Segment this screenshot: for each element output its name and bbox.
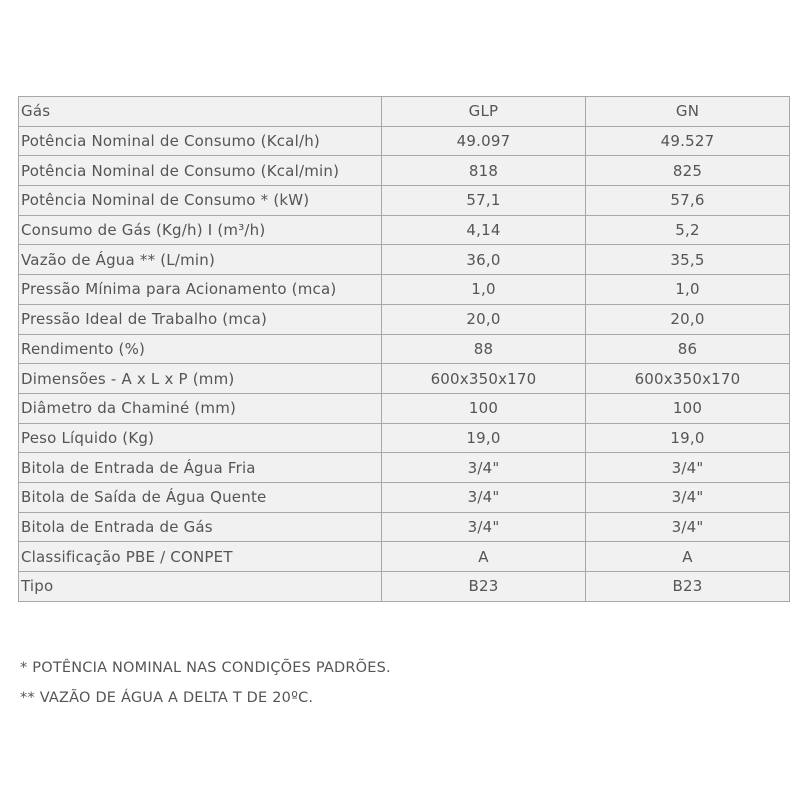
row-label: Rendimento (%) (19, 334, 382, 364)
gn-value: 600x350x170 (586, 364, 790, 394)
glp-value: 88 (382, 334, 586, 364)
glp-value: 36,0 (382, 245, 586, 275)
table-row (19, 572, 790, 602)
row-label: Vazão de Água ** (L/min) (19, 245, 382, 275)
row-label: Bitola de Entrada de Água Fria (19, 453, 382, 483)
row-label: Classificação PBE / CONPET (19, 542, 382, 572)
glp-value: 600x350x170 (382, 364, 586, 394)
row-label: Tipo (19, 572, 382, 602)
row-label: Pressão Ideal de Trabalho (mca) (19, 304, 382, 334)
gn-value: 5,2 (586, 215, 790, 245)
gn-value: GN (586, 97, 790, 127)
table-row (19, 512, 790, 542)
table-row (19, 364, 790, 394)
table-row (19, 482, 790, 512)
table-row-gas (19, 97, 790, 127)
table-row (19, 334, 790, 364)
glp-value: 3/4" (382, 453, 586, 483)
table-row (19, 304, 790, 334)
glp-value: 818 (382, 156, 586, 186)
table-row (19, 126, 790, 156)
gn-value: 3/4" (586, 512, 790, 542)
footnote-water-flow: ** VAZÃO DE ÁGUA A DELTA T DE 20ºC. (20, 690, 314, 706)
row-label: Consumo de Gás (Kg/h) I (m³/h) (19, 215, 382, 245)
gn-value: A (586, 542, 790, 572)
row-label: Diâmetro da Chaminé (mm) (19, 393, 382, 423)
row-label: Potência Nominal de Consumo (Kcal/min) (19, 156, 382, 186)
table-row (19, 393, 790, 423)
glp-value: 100 (382, 393, 586, 423)
gn-value: 3/4" (586, 453, 790, 483)
glp-value: GLP (382, 97, 586, 127)
spec-table (18, 96, 790, 602)
row-label: Potência Nominal de Consumo * (kW) (19, 186, 382, 216)
gn-value: B23 (586, 572, 790, 602)
row-label: Gás (19, 97, 382, 127)
gn-value: 57,6 (586, 186, 790, 216)
glp-value: A (382, 542, 586, 572)
footnote-power: * POTÊNCIA NOMINAL NAS CONDIÇÕES PADRÕES. (20, 660, 391, 676)
gn-value: 49.527 (586, 126, 790, 156)
glp-value: 20,0 (382, 304, 586, 334)
gn-value: 3/4" (586, 482, 790, 512)
gn-value: 20,0 (586, 304, 790, 334)
glp-value: 4,14 (382, 215, 586, 245)
table-row (19, 423, 790, 453)
gn-value: 35,5 (586, 245, 790, 275)
glp-value: 3/4" (382, 512, 586, 542)
table-row (19, 245, 790, 275)
gn-value: 19,0 (586, 423, 790, 453)
table-row (19, 453, 790, 483)
glp-value: 1,0 (382, 275, 586, 305)
row-label: Potência Nominal de Consumo (Kcal/h) (19, 126, 382, 156)
table-row (19, 186, 790, 216)
row-label: Pressão Mínima para Acionamento (mca) (19, 275, 382, 305)
glp-value: B23 (382, 572, 586, 602)
table-row (19, 542, 790, 572)
row-label: Dimensões - A x L x P (mm) (19, 364, 382, 394)
glp-value: 49.097 (382, 126, 586, 156)
glp-value: 3/4" (382, 482, 586, 512)
row-label: Bitola de Entrada de Gás (19, 512, 382, 542)
row-label: Bitola de Saída de Água Quente (19, 482, 382, 512)
glp-value: 57,1 (382, 186, 586, 216)
gn-value: 100 (586, 393, 790, 423)
glp-value: 19,0 (382, 423, 586, 453)
gn-value: 86 (586, 334, 790, 364)
row-label: Peso Líquido (Kg) (19, 423, 382, 453)
table-row (19, 156, 790, 186)
table-row (19, 215, 790, 245)
footnotes (20, 660, 391, 720)
gn-value: 1,0 (586, 275, 790, 305)
gn-value: 825 (586, 156, 790, 186)
table-row (19, 275, 790, 305)
